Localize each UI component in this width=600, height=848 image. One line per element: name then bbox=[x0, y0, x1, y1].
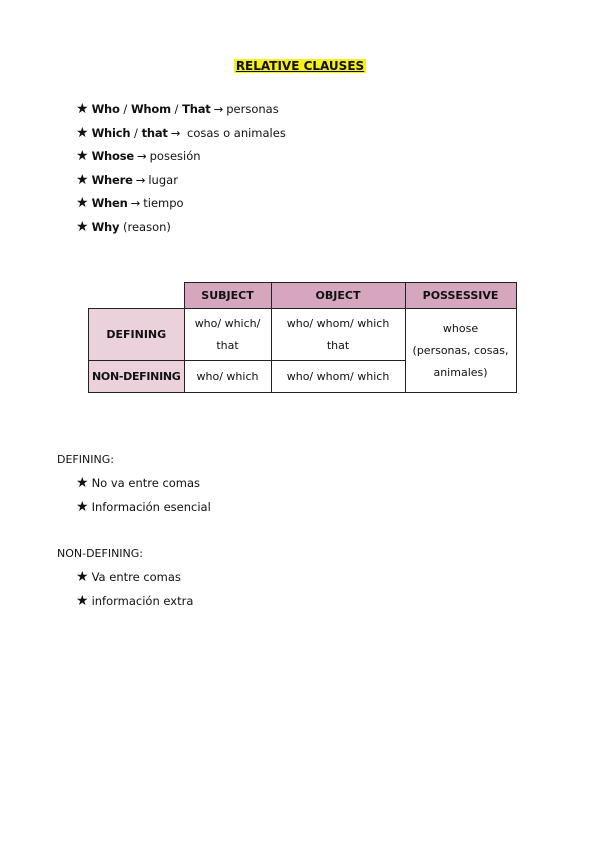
meaning: lugar bbox=[148, 172, 178, 187]
cell-possessive bbox=[405, 309, 516, 393]
list-item bbox=[76, 497, 211, 521]
cell-line: who/ whom/ which bbox=[286, 316, 390, 330]
arrow-icon: → bbox=[136, 149, 147, 164]
cell-non-defining-subject: who/ which bbox=[184, 361, 271, 393]
defining-heading: DEFINING: bbox=[57, 453, 114, 466]
relative-pronoun-table bbox=[88, 282, 517, 393]
list-item-text: No va entre comas bbox=[91, 476, 201, 490]
list-item-why bbox=[76, 217, 286, 241]
list-item-who bbox=[76, 99, 286, 123]
meaning: cosas o animales bbox=[183, 125, 286, 140]
meaning: (reason) bbox=[119, 219, 171, 234]
separator: / bbox=[130, 125, 142, 140]
star-icon: ★ bbox=[76, 195, 89, 212]
row-label-defining: DEFINING bbox=[89, 309, 185, 361]
list-item-which bbox=[76, 123, 286, 147]
table-corner-cell bbox=[89, 283, 185, 309]
meaning: tiempo bbox=[143, 196, 184, 211]
row-label-non-defining: NON-DEFINING bbox=[89, 361, 185, 393]
cell-defining-object bbox=[271, 309, 405, 361]
header-possessive: POSSESSIVE bbox=[405, 283, 516, 309]
star-icon: ★ bbox=[76, 218, 89, 235]
star-icon: ★ bbox=[76, 148, 89, 165]
keyword: Why bbox=[91, 219, 120, 234]
list-item-text: información extra bbox=[91, 593, 194, 608]
keyword: That bbox=[182, 102, 211, 116]
cell-line: who/ which/ bbox=[194, 316, 261, 330]
keyword: Where bbox=[91, 172, 133, 187]
list-item-when bbox=[76, 193, 286, 217]
list-item-whose bbox=[76, 146, 286, 170]
cell-non-defining-object: who/ whom/ which bbox=[271, 361, 405, 393]
separator: / bbox=[170, 102, 183, 116]
keyword: Who bbox=[91, 102, 120, 116]
non-defining-list bbox=[76, 567, 193, 614]
arrow-icon: → bbox=[213, 102, 224, 116]
arrow-icon: → bbox=[130, 196, 141, 211]
non-defining-heading: NON-DEFINING: bbox=[57, 547, 144, 560]
defining-list bbox=[76, 473, 211, 520]
cell-line: whose bbox=[442, 321, 479, 335]
meaning: personas bbox=[226, 102, 279, 116]
cell-line: that bbox=[326, 338, 350, 352]
cell-line: (personas, cosas, bbox=[412, 343, 509, 357]
table-row bbox=[89, 309, 517, 361]
keyword: Whose bbox=[91, 149, 134, 164]
star-icon: ★ bbox=[76, 475, 89, 491]
star-icon: ★ bbox=[76, 569, 89, 585]
list-item bbox=[76, 473, 211, 497]
keyword: When bbox=[91, 196, 128, 211]
list-item-where bbox=[76, 170, 286, 194]
separator: / bbox=[119, 102, 131, 116]
page-title-text: RELATIVE CLAUSES bbox=[235, 59, 365, 73]
arrow-icon: → bbox=[135, 172, 146, 187]
keyword: Which bbox=[91, 125, 131, 140]
cell-line: that bbox=[216, 338, 239, 352]
star-icon: ★ bbox=[76, 171, 89, 188]
header-object: OBJECT bbox=[271, 283, 405, 309]
star-icon: ★ bbox=[76, 498, 89, 515]
cell-line: animales) bbox=[433, 365, 488, 379]
star-icon: ★ bbox=[76, 124, 89, 141]
pronoun-list bbox=[76, 99, 286, 241]
cell-defining-subject bbox=[184, 309, 271, 361]
list-item-text: Va entre comas bbox=[91, 570, 181, 584]
keyword: that bbox=[141, 125, 168, 140]
arrow-icon: → bbox=[170, 125, 181, 140]
list-item bbox=[76, 591, 193, 615]
star-icon: ★ bbox=[76, 592, 89, 609]
star-icon: ★ bbox=[76, 101, 89, 117]
table-header-row bbox=[89, 283, 517, 309]
keyword: Whom bbox=[130, 102, 171, 116]
list-item-text: Información esencial bbox=[91, 499, 211, 514]
list-item bbox=[76, 567, 193, 591]
page-title bbox=[0, 59, 600, 73]
meaning: posesión bbox=[149, 149, 201, 164]
header-subject: SUBJECT bbox=[184, 283, 271, 309]
